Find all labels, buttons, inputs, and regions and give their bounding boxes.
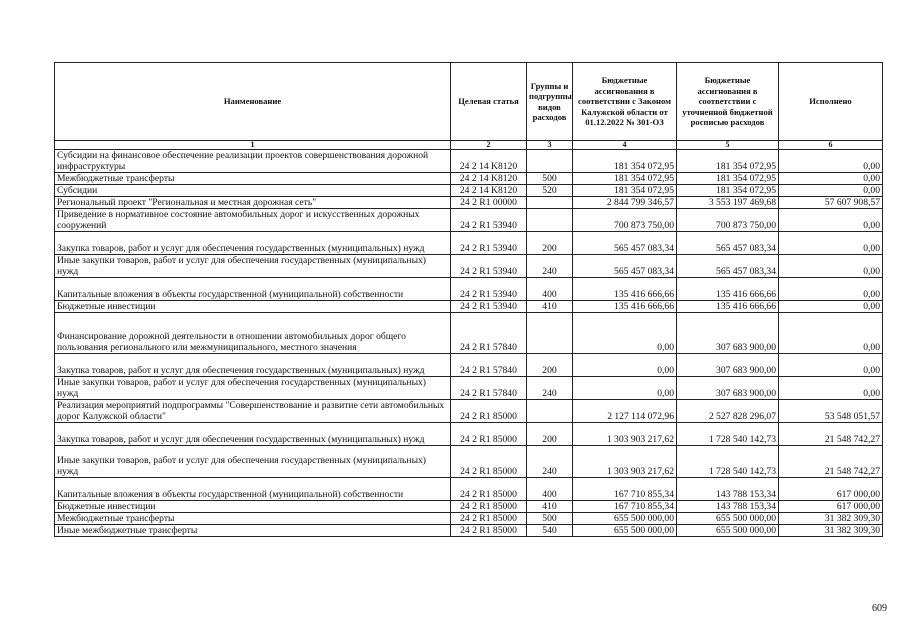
law-allocation: 700 873 750,00 xyxy=(573,209,677,232)
table-row xyxy=(55,278,883,301)
col-number: 5 xyxy=(677,141,779,150)
executed-amount: 0,00 xyxy=(779,278,883,301)
table-row xyxy=(55,150,883,173)
executed-amount: 21 548 742,27 xyxy=(779,423,883,446)
law-allocation: 167 710 855,34 xyxy=(573,478,677,501)
executed-amount: 0,00 xyxy=(779,255,883,278)
revised-allocation: 181 354 072,95 xyxy=(677,173,779,185)
table-row xyxy=(55,209,883,232)
expense-group xyxy=(527,313,573,354)
row-name: Субсидии на финансовое обеспечение реализации проектов совершенствования дорожной инфраструктуры xyxy=(55,150,451,173)
law-allocation: 181 354 072,95 xyxy=(573,173,677,185)
executed-amount: 0,00 xyxy=(779,150,883,173)
expense-group: 410 xyxy=(527,301,573,313)
expense-group: 400 xyxy=(527,278,573,301)
row-name: Закупка товаров, работ и услуг для обеспечения государственных (муниципальных) нужд xyxy=(55,354,451,377)
expense-group xyxy=(527,400,573,423)
revised-allocation: 2 527 828 296,07 xyxy=(677,400,779,423)
revised-allocation: 143 788 153,34 xyxy=(677,478,779,501)
table-row xyxy=(55,400,883,423)
revised-allocation: 655 500 000,00 xyxy=(677,513,779,525)
table-row xyxy=(55,255,883,278)
table-row xyxy=(55,354,883,377)
revised-allocation: 565 457 083,34 xyxy=(677,255,779,278)
target-article: 24 2 R1 53940 xyxy=(451,278,527,301)
executed-amount: 0,00 xyxy=(779,232,883,255)
target-article: 24 2 R1 53940 xyxy=(451,209,527,232)
revised-allocation: 307 683 900,00 xyxy=(677,354,779,377)
revised-allocation: 143 788 153,34 xyxy=(677,501,779,513)
law-allocation: 655 500 000,00 xyxy=(573,525,677,537)
expense-group: 410 xyxy=(527,501,573,513)
revised-allocation: 135 416 666,66 xyxy=(677,301,779,313)
target-article: 24 2 R1 53940 xyxy=(451,301,527,313)
law-allocation: 0,00 xyxy=(573,377,677,400)
column-numbers-row xyxy=(55,141,883,150)
executed-amount: 617 000,00 xyxy=(779,501,883,513)
target-article: 24 2 R1 00000 xyxy=(451,197,527,209)
row-name: Бюджетные инвестиции xyxy=(55,501,451,513)
expense-group: 500 xyxy=(527,173,573,185)
expense-group: 500 xyxy=(527,513,573,525)
executed-amount: 0,00 xyxy=(779,377,883,400)
row-name: Межбюджетные трансферты xyxy=(55,513,451,525)
target-article: 24 2 R1 85000 xyxy=(451,501,527,513)
executed-amount: 0,00 xyxy=(779,301,883,313)
expense-group xyxy=(527,197,573,209)
target-article: 24 2 R1 53940 xyxy=(451,232,527,255)
expense-group: 200 xyxy=(527,232,573,255)
law-allocation: 135 416 666,66 xyxy=(573,301,677,313)
expense-group xyxy=(527,209,573,232)
header-law-allocations: Бюджетные ассигнования в соответствии с Законом Калужской области от 01.12.2022 № 301-ОЗ xyxy=(573,63,677,141)
executed-amount: 0,00 xyxy=(779,354,883,377)
expense-group xyxy=(527,150,573,173)
target-article: 24 2 R1 85000 xyxy=(451,525,527,537)
target-article: 24 2 14 K8120 xyxy=(451,150,527,173)
law-allocation: 167 710 855,34 xyxy=(573,501,677,513)
col-number: 3 xyxy=(527,141,573,150)
table-row xyxy=(55,313,883,354)
header-target-article: Целевая статья xyxy=(451,63,527,141)
header-revised-allocations: Бюджетные ассигнования в соответствии с уточненной бюджетной росписью расходов xyxy=(677,63,779,141)
target-article: 24 2 R1 85000 xyxy=(451,478,527,501)
table-row xyxy=(55,525,883,537)
law-allocation: 1 303 903 217,62 xyxy=(573,423,677,446)
law-allocation: 181 354 072,95 xyxy=(573,150,677,173)
revised-allocation: 565 457 083,34 xyxy=(677,232,779,255)
table-row xyxy=(55,173,883,185)
expense-group: 240 xyxy=(527,377,573,400)
budget-table xyxy=(54,62,883,537)
table-row xyxy=(55,501,883,513)
row-name: Межбюджетные трансферты xyxy=(55,173,451,185)
law-allocation: 2 844 799 346,57 xyxy=(573,197,677,209)
row-name: Финансирование дорожной деятельности в отношении автомобильных дорог общего пользования регионального или межмуниципального, местного значения xyxy=(55,313,451,354)
target-article: 24 2 R1 85000 xyxy=(451,423,527,446)
page-number: 609 xyxy=(872,603,887,614)
revised-allocation: 1 728 540 142,73 xyxy=(677,446,779,478)
row-name: Субсидии xyxy=(55,185,451,197)
table-row xyxy=(55,232,883,255)
col-number: 6 xyxy=(779,141,883,150)
row-name: Закупка товаров, работ и услуг для обеспечения государственных (муниципальных) нужд xyxy=(55,232,451,255)
law-allocation: 181 354 072,95 xyxy=(573,185,677,197)
row-name: Реализация мероприятий подпрограммы "Совершенствование и развитие сети автомобильных дорог Калужской области" xyxy=(55,400,451,423)
target-article: 24 2 14 K8120 xyxy=(451,173,527,185)
target-article: 24 2 R1 85000 xyxy=(451,513,527,525)
col-number: 4 xyxy=(573,141,677,150)
law-allocation: 1 303 903 217,62 xyxy=(573,446,677,478)
executed-amount: 0,00 xyxy=(779,313,883,354)
target-article: 24 2 R1 57840 xyxy=(451,354,527,377)
revised-allocation: 307 683 900,00 xyxy=(677,313,779,354)
table-row xyxy=(55,377,883,400)
row-name: Бюджетные инвестиции xyxy=(55,301,451,313)
table-row xyxy=(55,446,883,478)
row-name: Иные закупки товаров, работ и услуг для обеспечения государственных (муниципальных) нужд xyxy=(55,255,451,278)
table-row xyxy=(55,513,883,525)
col-number: 1 xyxy=(55,141,451,150)
law-allocation: 135 416 666,66 xyxy=(573,278,677,301)
expense-group: 400 xyxy=(527,478,573,501)
row-name: Иные межбюджетные трансферты xyxy=(55,525,451,537)
row-name: Иные закупки товаров, работ и услуг для обеспечения государственных (муниципальных) нужд xyxy=(55,377,451,400)
col-number: 2 xyxy=(451,141,527,150)
executed-amount: 57 607 908,57 xyxy=(779,197,883,209)
row-name: Капитальные вложения в объекты государственной (муниципальной) собственности xyxy=(55,478,451,501)
law-allocation: 2 127 114 072,96 xyxy=(573,400,677,423)
law-allocation: 565 457 083,34 xyxy=(573,255,677,278)
target-article: 24 2 R1 85000 xyxy=(451,400,527,423)
revised-allocation: 655 500 000,00 xyxy=(677,525,779,537)
target-article: 24 2 14 K8120 xyxy=(451,185,527,197)
table-row xyxy=(55,478,883,501)
executed-amount: 53 548 051,57 xyxy=(779,400,883,423)
law-allocation: 655 500 000,00 xyxy=(573,513,677,525)
table-row xyxy=(55,197,883,209)
executed-amount: 0,00 xyxy=(779,173,883,185)
target-article: 24 2 R1 85000 xyxy=(451,446,527,478)
revised-allocation: 135 416 666,66 xyxy=(677,278,779,301)
row-name: Региональный проект "Региональная и местная дорожная сеть" xyxy=(55,197,451,209)
executed-amount: 31 382 309,30 xyxy=(779,525,883,537)
law-allocation: 0,00 xyxy=(573,313,677,354)
row-name: Приведение в нормативное состояние автомобильных дорог и искусственных дорожных сооружений xyxy=(55,209,451,232)
executed-amount: 31 382 309,30 xyxy=(779,513,883,525)
executed-amount: 617 000,00 xyxy=(779,478,883,501)
expense-group: 200 xyxy=(527,354,573,377)
executed-amount: 0,00 xyxy=(779,209,883,232)
target-article: 24 2 R1 57840 xyxy=(451,313,527,354)
expense-group: 520 xyxy=(527,185,573,197)
header-expense-groups: Группы и подгруппы видов расходов xyxy=(527,63,573,141)
table-row xyxy=(55,423,883,446)
revised-allocation: 307 683 900,00 xyxy=(677,377,779,400)
executed-amount: 21 548 742,27 xyxy=(779,446,883,478)
expense-group: 200 xyxy=(527,423,573,446)
revised-allocation: 1 728 540 142,73 xyxy=(677,423,779,446)
revised-allocation: 181 354 072,95 xyxy=(677,185,779,197)
expense-group: 240 xyxy=(527,446,573,478)
header-row xyxy=(55,63,883,141)
revised-allocation: 700 873 750,00 xyxy=(677,209,779,232)
revised-allocation: 3 553 197 469,68 xyxy=(677,197,779,209)
header-executed: Исполнено xyxy=(779,63,883,141)
revised-allocation: 181 354 072,95 xyxy=(677,150,779,173)
law-allocation: 0,00 xyxy=(573,354,677,377)
table-row xyxy=(55,301,883,313)
header-name: Наименование xyxy=(55,63,451,141)
table-row xyxy=(55,185,883,197)
target-article: 24 2 R1 57840 xyxy=(451,377,527,400)
row-name: Капитальные вложения в объекты государственной (муниципальной) собственности xyxy=(55,278,451,301)
law-allocation: 565 457 083,34 xyxy=(573,232,677,255)
executed-amount: 0,00 xyxy=(779,185,883,197)
row-name: Иные закупки товаров, работ и услуг для обеспечения государственных (муниципальных) нужд xyxy=(55,446,451,478)
expense-group: 240 xyxy=(527,255,573,278)
row-name: Закупка товаров, работ и услуг для обеспечения государственных (муниципальных) нужд xyxy=(55,423,451,446)
target-article: 24 2 R1 53940 xyxy=(451,255,527,278)
expense-group: 540 xyxy=(527,525,573,537)
